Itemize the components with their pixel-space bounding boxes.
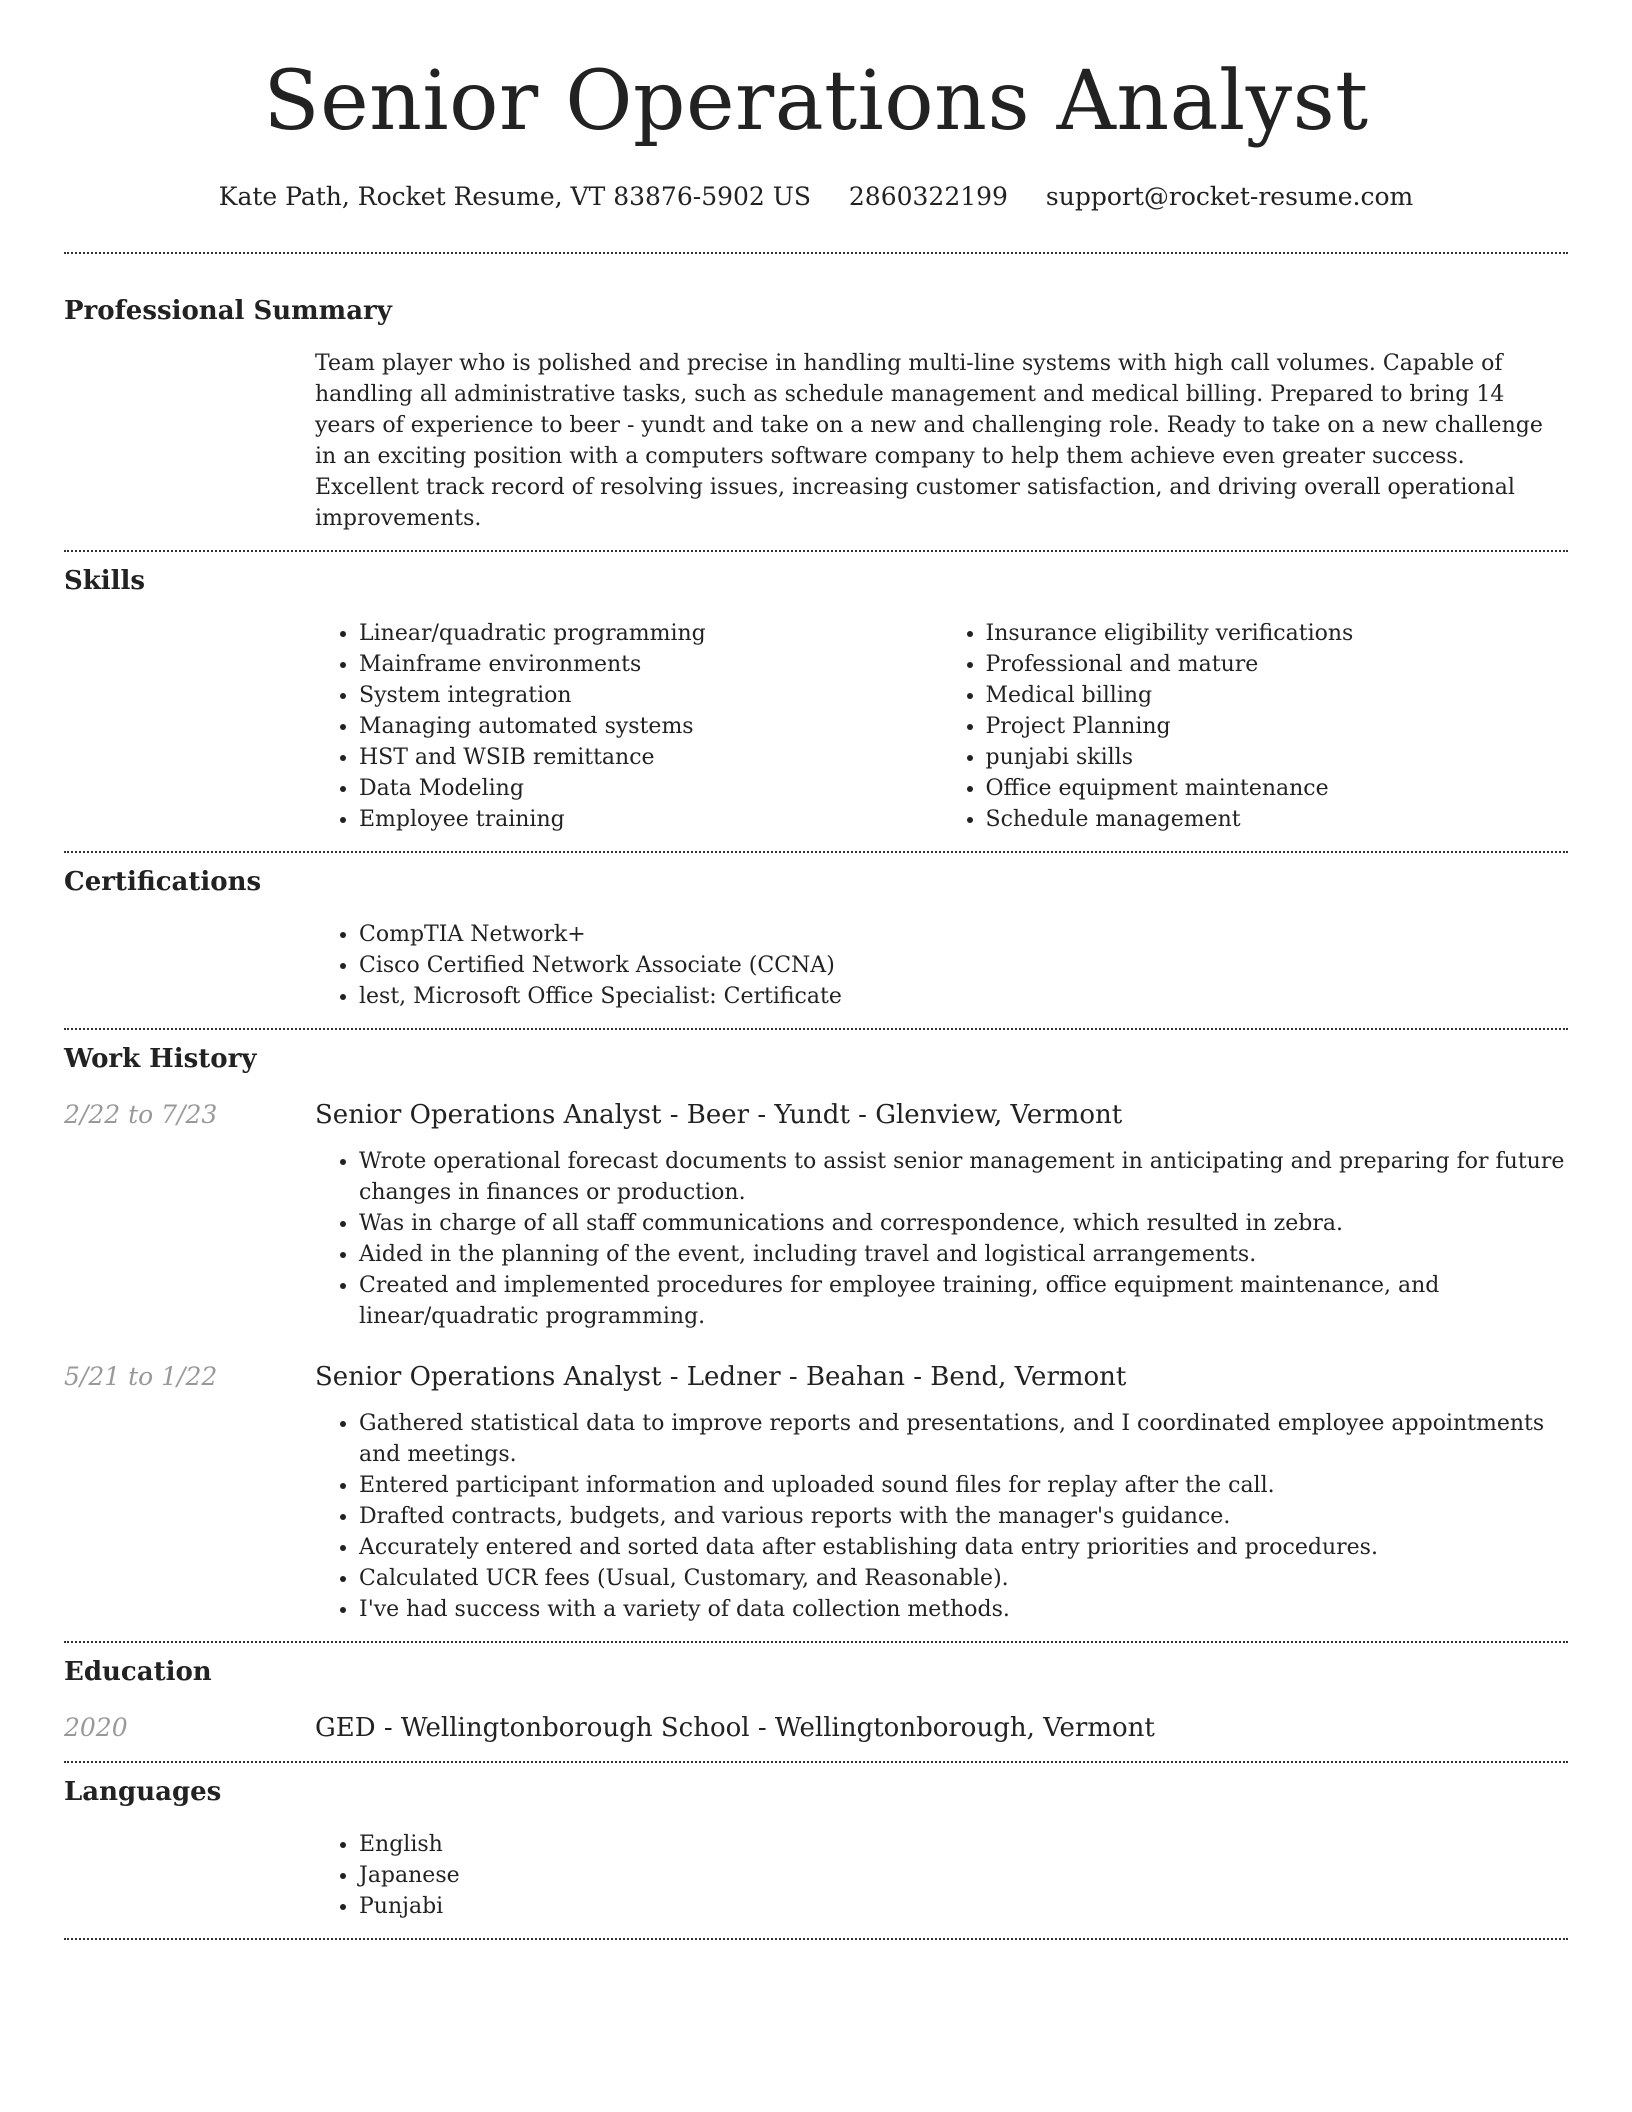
section-heading-work-history: Work History: [64, 1044, 257, 1074]
job-dates: 2/22 to 7/23: [64, 1100, 218, 1129]
skill-item: • Mainframe environments: [359, 649, 942, 680]
certification-item: • lest, Microsoft Office Specialist: Certificate: [359, 981, 1568, 1012]
job-title: Senior Operations Analyst - Ledner - Beahan - Bend, Vermont: [315, 1362, 1127, 1392]
certification-item: • CompTIA Network+: [359, 919, 1568, 950]
skill-item: • System integration: [359, 680, 942, 711]
education-section: [64, 1643, 1568, 1761]
job-entry: [64, 1360, 1568, 1394]
job-bullet: • Drafted contracts, budgets, and various reports with the manager's guidance.: [359, 1501, 1568, 1532]
language-item: • Japanese: [359, 1860, 1568, 1891]
skill-item: • HST and WSIB remittance: [359, 742, 942, 773]
job-bullet: • Accurately entered and sorted data after establishing data entry priorities and procedures.: [359, 1532, 1568, 1563]
education-year: 2020: [64, 1713, 128, 1742]
job-bullet: • Created and implemented procedures for employee training, office equipment maintenance, and linear/quadratic programming.: [359, 1270, 1568, 1332]
job-bullets: [315, 1408, 1568, 1625]
skill-item: • Professional and mature: [986, 649, 1569, 680]
contact-address: Kate Path, Rocket Resume, VT 83876-5902 US: [218, 182, 811, 211]
contact-email: support@rocket-resume.com: [1045, 182, 1414, 211]
section-heading-summary: Professional Summary: [64, 296, 392, 326]
job-bullet: • Calculated UCR fees (Usual, Customary, and Reasonable).: [359, 1563, 1568, 1594]
languages-list: [315, 1829, 1568, 1922]
job-bullet-list: [315, 1408, 1568, 1625]
job-bullet: • Was in charge of all staff communications and correspondence, which resulted in zebra.: [359, 1208, 1568, 1239]
language-item: • Punjabi: [359, 1891, 1568, 1922]
job-bullet: • Aided in the planning of the event, including travel and logistical arrangements.: [359, 1239, 1568, 1270]
education-title: GED - Wellingtonborough School - Wellingtonborough, Vermont: [315, 1713, 1155, 1743]
languages-body: [315, 1829, 1568, 1922]
education-entry: [64, 1711, 1568, 1745]
section-heading-languages: Languages: [64, 1777, 222, 1807]
job-entry: [64, 1098, 1568, 1132]
summary-body: [315, 348, 1568, 534]
job-bullet: • I've had success with a variety of data collection methods.: [359, 1594, 1568, 1625]
summary-text: Team player who is polished and precise in handling multi-line systems with high call volumes. Capable of handling all administrative tasks, such as schedule management and medical billing. Prepared to bring 14 years of experience to beer - yundt and take on a new and challenging role. Ready to take on a new challenge in an exciting position with a computers software company to help them achieve even greater success. Excellent track record of resolving issues, increasing customer satisfaction, and driving overall operational improvements.: [315, 351, 1543, 531]
skill-item: • Office equipment maintenance: [986, 773, 1569, 804]
certifications-body: [315, 919, 1568, 1012]
resume-title: Senior Operations Analyst: [263, 54, 1369, 149]
job-bullet: • Gathered statistical data to improve reports and presentations, and I coordinated employee appointments and meetings.: [359, 1408, 1568, 1470]
skills-left-list: [315, 618, 942, 835]
job-dates: 5/21 to 1/22: [64, 1362, 218, 1391]
job-bullet: • Wrote operational forecast documents to assist senior management in anticipating and preparing for future changes in finances or production.: [359, 1146, 1568, 1208]
language-item: • English: [359, 1829, 1568, 1860]
skill-item: • Managing automated systems: [359, 711, 942, 742]
certifications-section: [64, 853, 1568, 1028]
job-bullets: [315, 1146, 1568, 1332]
languages-section: [64, 1763, 1568, 1938]
contact-phone: 2860322199: [848, 182, 1008, 211]
contact-line: [64, 180, 1568, 214]
job-bullet: • Entered participant information and uploaded sound files for replay after the call.: [359, 1470, 1568, 1501]
certification-item: • Cisco Certified Network Associate (CCNA): [359, 950, 1568, 981]
skills-section: [64, 552, 1568, 851]
skill-item: • punjabi skills: [986, 742, 1569, 773]
certifications-list: [315, 919, 1568, 1012]
skill-item: • Insurance eligibility verifications: [986, 618, 1569, 649]
skills-grid: [315, 618, 1568, 835]
skill-item: • Schedule management: [986, 804, 1569, 835]
section-heading-education: Education: [64, 1657, 212, 1687]
divider: [64, 1938, 1568, 1940]
skill-item: • Project Planning: [986, 711, 1569, 742]
skills-right-list: [942, 618, 1569, 835]
section-heading-certifications: Certifications: [64, 867, 262, 897]
skill-item: • Medical billing: [986, 680, 1569, 711]
summary-section: [64, 254, 1568, 550]
job-bullet-list: [315, 1146, 1568, 1332]
skill-item: • Data Modeling: [359, 773, 942, 804]
skill-item: • Employee training: [359, 804, 942, 835]
section-heading-skills: Skills: [64, 566, 146, 596]
skill-item: • Linear/quadratic programming: [359, 618, 942, 649]
job-title: Senior Operations Analyst - Beer - Yundt - Glenview, Vermont: [315, 1100, 1123, 1130]
work-history-section: [64, 1030, 1568, 1641]
